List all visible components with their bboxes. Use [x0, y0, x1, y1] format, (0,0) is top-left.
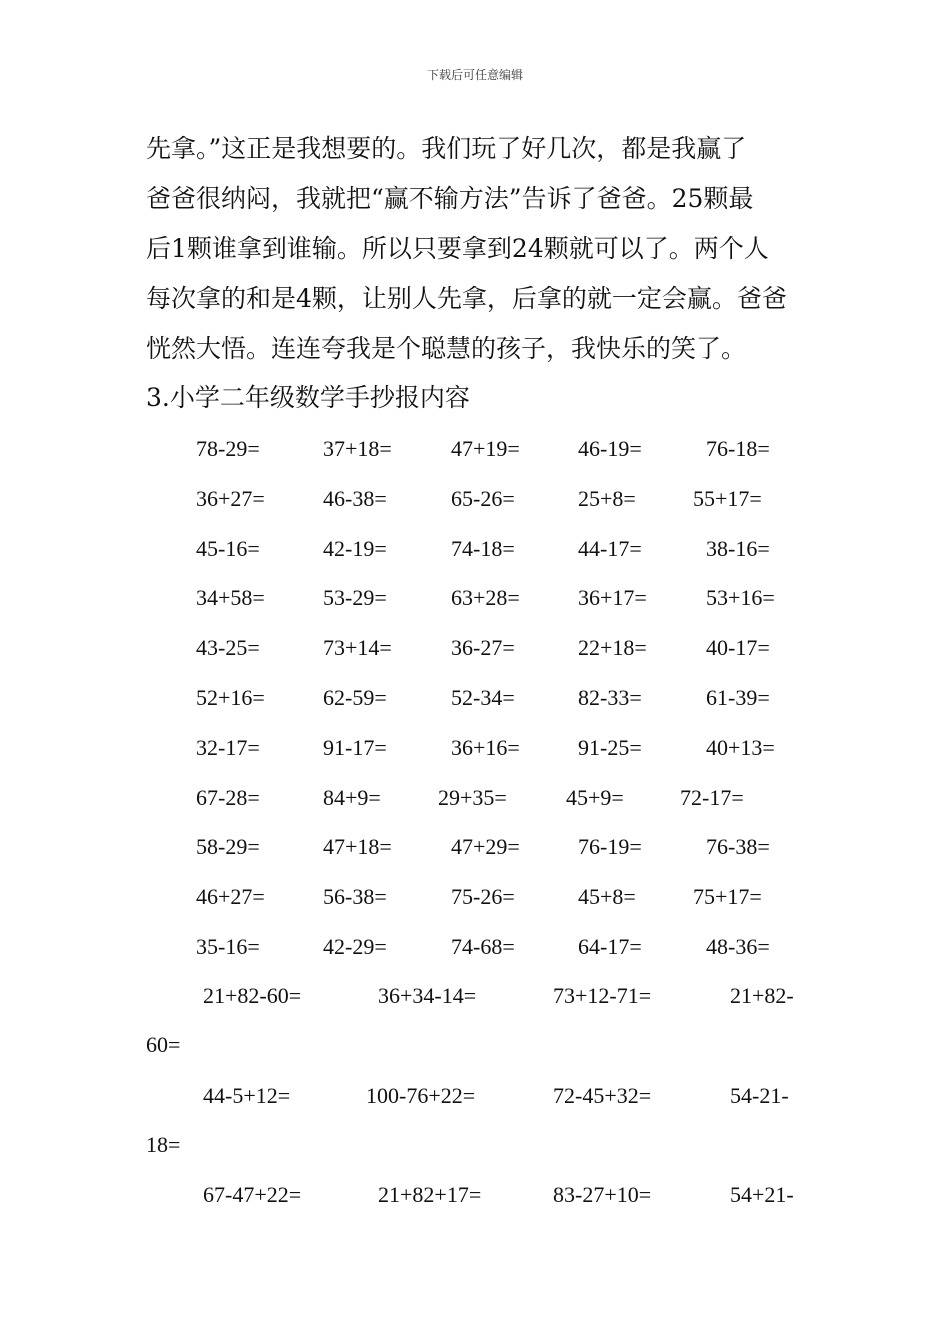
- problem-item: 46-38=: [323, 485, 387, 511]
- paragraph-line: 爸爸很纳闷，我就把“赢不输方法”告诉了爸爸。25颗最: [146, 184, 754, 213]
- problem-row: [0, 424, 950, 474]
- problem-item: 38-16=: [706, 535, 770, 561]
- mixed-problem-item: 21+82-60=: [203, 983, 302, 1008]
- page-header: 下载后可任意编辑: [426, 68, 523, 82]
- problem-item: 67-28=: [196, 784, 260, 810]
- mixed-problem-item: 73+12-71=: [553, 983, 652, 1008]
- problem-item: 52+16=: [196, 685, 265, 710]
- problem-item: 74-68=: [451, 934, 515, 959]
- problem-item: 36+16=: [451, 734, 520, 760]
- problem-item: 45-16=: [196, 535, 260, 561]
- problem-item: 37+18=: [323, 436, 392, 461]
- problem-item: 58-29=: [196, 834, 260, 860]
- paragraph-line: 恍然大悟。连连夸我是个聪慧的孩子，我快乐的笑了。: [146, 334, 747, 363]
- problem-item: 76-38=: [706, 834, 770, 860]
- mixed-problem-item: 21+82-: [730, 983, 794, 1008]
- mixed-problem-item: 83-27+10=: [553, 1182, 652, 1207]
- mixed-problem-item: 67-47+22=: [203, 1182, 302, 1207]
- problem-row: [0, 573, 950, 623]
- problem-row: [0, 623, 950, 673]
- problem-item: 22+18=: [578, 635, 647, 661]
- problem-item: 40-17=: [706, 635, 770, 661]
- problem-item: 45+8=: [578, 884, 636, 910]
- problem-item: 34+58=: [196, 585, 265, 611]
- problem-item: 72-17=: [680, 784, 744, 810]
- mixed-problem-item: 44-5+12=: [203, 1083, 291, 1108]
- problem-item: 53+16=: [706, 585, 775, 611]
- problem-row: [0, 773, 950, 823]
- problem-item: 56-38=: [323, 884, 387, 910]
- problem-item: 47+29=: [451, 834, 520, 860]
- problem-item: 25+8=: [578, 485, 636, 511]
- problem-item: 75-26=: [451, 884, 515, 910]
- mixed-problem-item: 54-21-: [730, 1083, 789, 1108]
- problem-item: 42-19=: [323, 535, 387, 561]
- story-paragraph: [146, 124, 816, 374]
- problem-item: 48-36=: [706, 934, 770, 959]
- paragraph-line: 后1颗谁拿到谁输。所以只要拿到24颗就可以了。两个人: [146, 234, 769, 263]
- problem-item: 40+13=: [706, 734, 775, 760]
- problem-item: 52-34=: [451, 685, 515, 710]
- mixed-problem-row: [0, 971, 950, 1021]
- problem-row: [0, 474, 950, 524]
- mixed-problem-item: 54+21-: [730, 1182, 794, 1207]
- problem-row: [0, 524, 950, 574]
- problem-row: [0, 872, 950, 922]
- mixed-problem-item: 100-76+22=: [366, 1083, 476, 1108]
- problem-item: 74-18=: [451, 535, 515, 561]
- problem-item: 46-19=: [578, 436, 642, 461]
- section-heading: 3.小学二年级数学手抄报内容: [146, 383, 470, 412]
- problem-row: [0, 673, 950, 723]
- problem-item: 78-29=: [196, 436, 260, 461]
- problem-row: [0, 822, 950, 872]
- paragraph-line: 每次拿的和是4颗，让别人先拿，后拿的就一定会赢。爸爸: [146, 284, 787, 313]
- problem-item: 36+27=: [196, 485, 265, 511]
- problem-item: 36-27=: [451, 635, 515, 661]
- problem-item: 46+27=: [196, 884, 265, 910]
- problem-item: 76-18=: [706, 436, 770, 461]
- problem-row: [0, 723, 950, 773]
- problem-item: 44-17=: [578, 535, 642, 561]
- problem-item: 76-19=: [578, 834, 642, 860]
- mixed-problem-item: 72-45+32=: [553, 1083, 652, 1108]
- paragraph-line: 先拿。”这正是我想要的。我们玩了好几次，都是我赢了: [146, 134, 747, 163]
- problem-item: 43-25=: [196, 635, 260, 661]
- problem-item: 47+18=: [323, 834, 392, 860]
- problem-item: 29+35=: [438, 784, 507, 810]
- problem-item: 53-29=: [323, 585, 387, 611]
- mixed-problem-item: 36+34-14=: [378, 983, 477, 1008]
- problem-item: 91-17=: [323, 734, 387, 760]
- wrapped-continuation: 18=: [146, 1132, 181, 1157]
- mixed-problem-row: [0, 1071, 950, 1121]
- problem-item: 42-29=: [323, 934, 387, 959]
- wrapped-continuation: 60=: [146, 1032, 181, 1057]
- problem-item: 47+19=: [451, 436, 520, 461]
- problem-item: 65-26=: [451, 485, 515, 511]
- mixed-problem-item: 21+82+17=: [378, 1182, 482, 1207]
- problem-item: 62-59=: [323, 685, 387, 710]
- problem-item: 36+17=: [578, 585, 647, 611]
- problem-item: 32-17=: [196, 734, 260, 760]
- problem-item: 55+17=: [693, 485, 762, 511]
- problem-item: 91-25=: [578, 734, 642, 760]
- problem-item: 64-17=: [578, 934, 642, 959]
- problem-item: 45+9=: [566, 784, 624, 810]
- problem-item: 35-16=: [196, 934, 260, 959]
- problem-item: 75+17=: [693, 884, 762, 910]
- problem-item: 63+28=: [451, 585, 520, 611]
- problem-item: 84+9=: [323, 784, 381, 810]
- problem-row: [0, 922, 950, 972]
- problem-item: 82-33=: [578, 685, 642, 710]
- problem-item: 73+14=: [323, 635, 392, 661]
- problem-item: 61-39=: [706, 685, 770, 710]
- mixed-problem-row: [0, 1170, 950, 1220]
